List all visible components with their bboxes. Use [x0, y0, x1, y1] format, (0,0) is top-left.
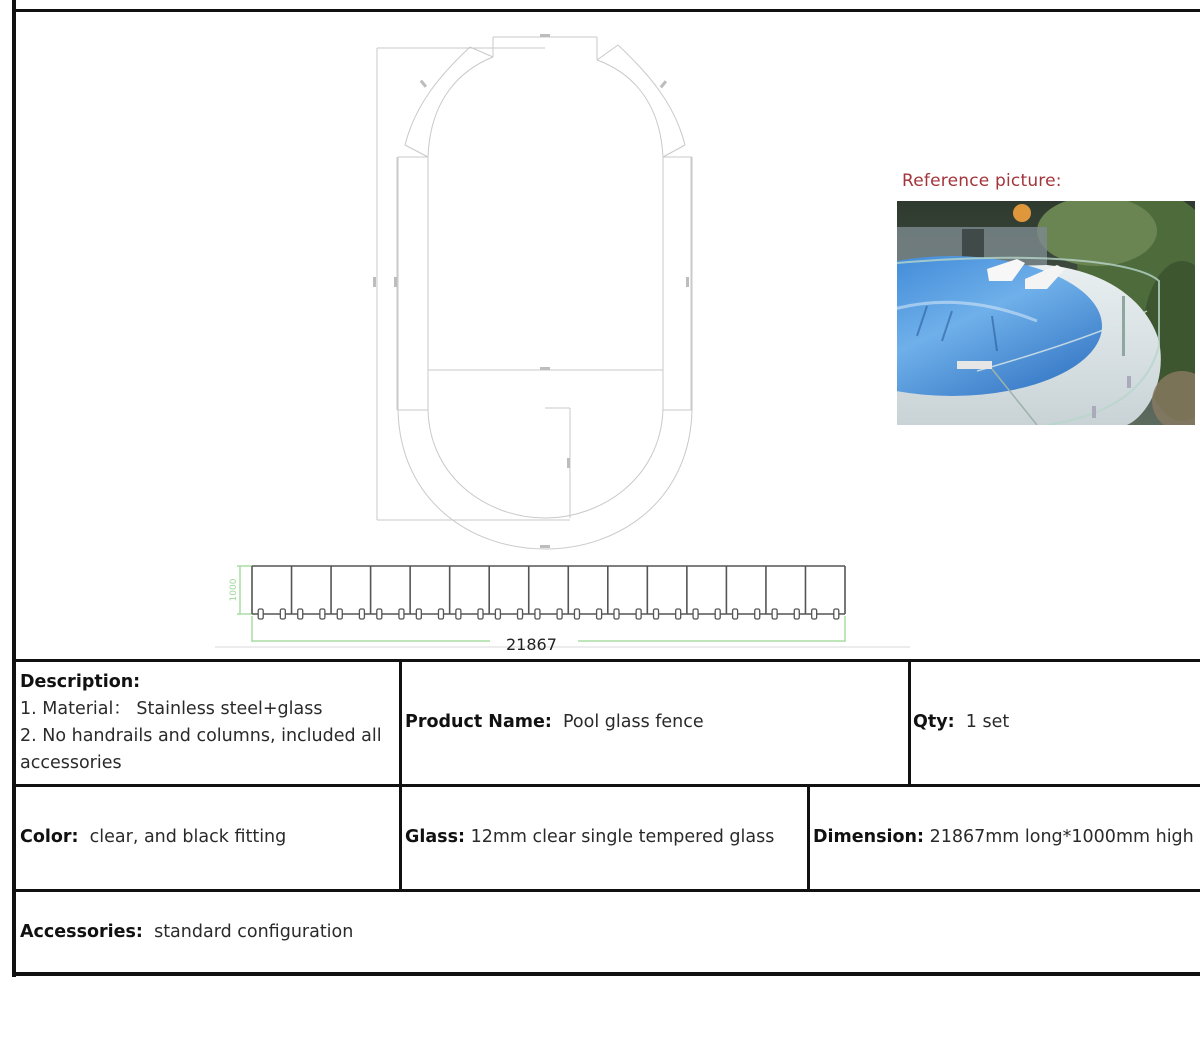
spigot-clamp-icon: [733, 609, 738, 619]
reference-picture-label: Reference picture:: [902, 171, 1062, 191]
elevation-length-label: 21867: [506, 635, 557, 654]
spigot-clamp-icon: [359, 609, 364, 619]
description-line-2: 2. No handrails and columns, included all: [20, 726, 382, 746]
spigot-clamp-icon: [438, 609, 443, 619]
glass-cell: [405, 824, 774, 851]
spigot-clamp-icon: [812, 609, 817, 619]
spigot-clamp-icon: [755, 609, 760, 619]
spigot-clamp-icon: [258, 609, 263, 619]
spigot-clamp-icon: [676, 609, 681, 619]
table-border-top: [14, 659, 1200, 662]
table-border-bottom: [12, 972, 1200, 976]
qty-value: 1 set: [965, 712, 1010, 732]
spigot-clamp-icon: [614, 609, 619, 619]
spigot-clamp-icon: [320, 609, 325, 619]
spigot-clamp-icon: [654, 609, 659, 619]
spigot-clamp-icon: [597, 609, 602, 619]
qty-key: Qty:: [913, 712, 955, 732]
pool-photo-illustration: [897, 201, 1195, 425]
description-line-1: 1. Material： Stainless steel+glass: [20, 699, 323, 719]
spigot-clamp-icon: [377, 609, 382, 619]
color-key: Color:: [20, 827, 79, 847]
plan-view: [377, 37, 692, 549]
table-col-divider-3: [807, 784, 810, 891]
spigot-clamp-icon: [794, 609, 799, 619]
spigot-clamp-icon: [399, 609, 404, 619]
spigot-clamp-icon: [772, 609, 777, 619]
table-col-divider-1: [399, 659, 402, 891]
spigot-clamp-icon: [337, 609, 342, 619]
spigot-clamp-icon: [557, 609, 562, 619]
table-row-divider-2: [14, 889, 1200, 892]
dimension-value: 21867mm long*1000mm high: [929, 827, 1194, 847]
product-name-key: Product Name:: [405, 712, 552, 732]
spigot-clamp-icon: [535, 609, 540, 619]
spigot-clamp-icon: [478, 609, 483, 619]
elevation-height-label: 1000: [229, 578, 239, 602]
description-cell: [20, 669, 395, 777]
spigot-clamp-icon: [693, 609, 698, 619]
product-name-cell: [405, 709, 704, 736]
spigot-clamp-icon: [298, 609, 303, 619]
spigot-clamp-icon: [518, 609, 523, 619]
glass-key: Glass:: [405, 827, 466, 847]
reference-photo: [897, 201, 1195, 425]
spigot-clamp-icon: [456, 609, 461, 619]
product-name-value: Pool glass fence: [563, 712, 704, 732]
spigot-clamp-icon: [280, 609, 285, 619]
description-title: Description:: [20, 672, 141, 692]
spigot-clamp-icon: [416, 609, 421, 619]
spigot-clamp-icon: [636, 609, 641, 619]
color-cell: [20, 824, 286, 851]
spigot-clamp-icon: [495, 609, 500, 619]
glass-value: 12mm clear single tempered glass: [470, 827, 775, 847]
fence-elevation: [215, 566, 910, 647]
accessories-value: standard configuration: [154, 922, 354, 942]
table-row-divider-1: [14, 784, 1200, 787]
dimension-key: Dimension:: [813, 827, 924, 847]
qty-cell: [913, 709, 1009, 736]
spigot-clamp-icon: [574, 609, 579, 619]
dimension-cell: [813, 824, 1194, 851]
spigot-clamp-icon: [834, 609, 839, 619]
spigot-clamp-icon: [715, 609, 720, 619]
description-line-3: accessories: [20, 753, 122, 773]
elevation-dimension-lines: [237, 566, 845, 642]
table-col-divider-2: [908, 659, 911, 786]
color-value: clear, and black fitting: [89, 827, 287, 847]
accessories-key: Accessories:: [20, 922, 143, 942]
accessories-cell: [20, 919, 353, 946]
